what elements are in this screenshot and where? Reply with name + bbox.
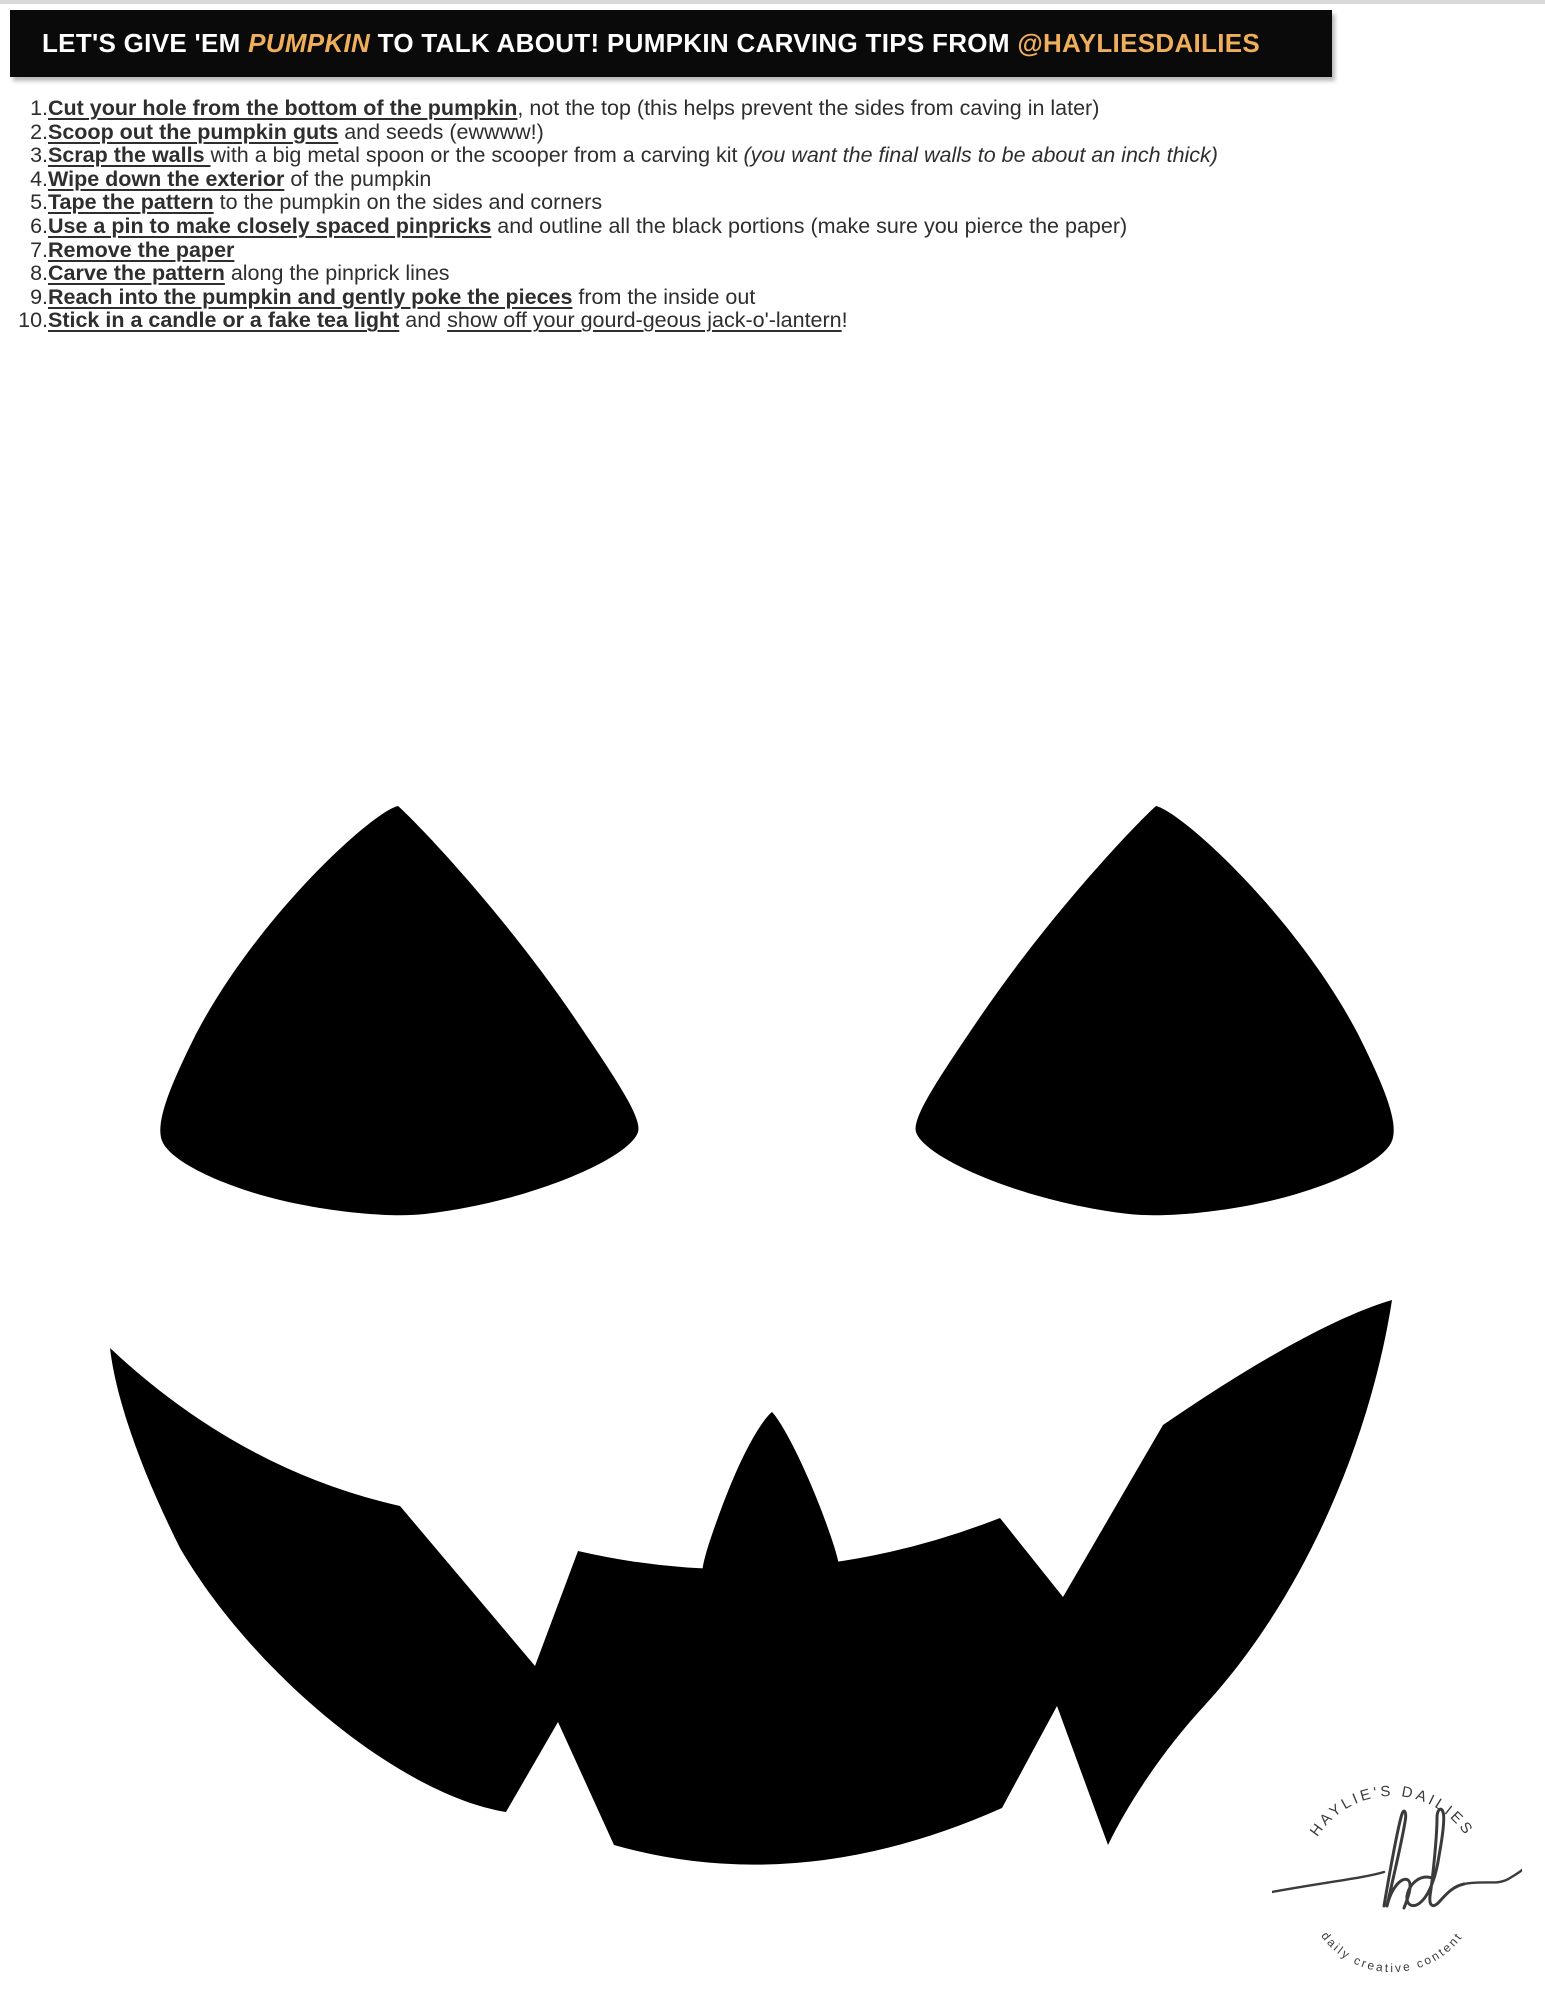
tip-segment: Tape the pattern bbox=[48, 190, 214, 215]
tip-segment: Carve the pattern bbox=[48, 261, 225, 286]
hd-monogram-icon bbox=[1272, 1809, 1522, 1908]
tip-number: 5. bbox=[30, 190, 48, 215]
tip-segment: Stick in a candle or a fake tea light bbox=[48, 308, 400, 333]
banner-segment: PUMPKIN bbox=[248, 28, 371, 58]
tip-number: 9. bbox=[30, 284, 48, 309]
tip-segment: and outline all the black portions (make sure you pierce the paper) bbox=[491, 213, 1128, 238]
mouth-shape bbox=[110, 1300, 1392, 1865]
banner-segment: TO TALK ABOUT! PUMPKIN CARVING TIPS FROM bbox=[370, 28, 1018, 58]
tip-segment: Reach into the pumpkin and gently poke the pieces bbox=[48, 284, 573, 309]
logo-top-label: HAYLIE'S DAILIES bbox=[1306, 1782, 1478, 1840]
tip-segment: show off your gourd-geous jack-o'-lantern bbox=[447, 308, 842, 333]
tip-segment: and seeds (ewwww!) bbox=[338, 119, 544, 144]
right-eye-shape bbox=[916, 806, 1394, 1215]
hayliesdailies-logo bbox=[1272, 1756, 1522, 1986]
tip-segment: Scrap the walls bbox=[48, 143, 211, 168]
tip-number: 4. bbox=[30, 166, 48, 191]
tip-segment: , not the top (this helps prevent the sides from caving in later) bbox=[517, 96, 1100, 120]
tip-segment: of the pumpkin bbox=[284, 166, 432, 191]
tip-number: 8. bbox=[30, 261, 48, 286]
logo-arc-bottom-text bbox=[1318, 1929, 1465, 1975]
tip-number: 1. bbox=[30, 96, 48, 120]
tip-segment: Wipe down the exterior bbox=[48, 166, 285, 191]
tip-segment: to the pumpkin on the sides and corners bbox=[213, 190, 603, 215]
tip-segment: from the inside out bbox=[572, 284, 756, 309]
tip-number: 10. bbox=[18, 308, 48, 333]
banner-segment: LET'S GIVE 'EM bbox=[42, 28, 249, 58]
tip-number: 6. bbox=[30, 213, 48, 238]
tip-segment: along the pinprick lines bbox=[224, 261, 450, 286]
tip-segment: Remove the paper bbox=[48, 237, 235, 262]
tip-segment: Scoop out the pumpkin guts bbox=[48, 119, 339, 144]
tip-segment: and bbox=[399, 308, 448, 333]
banner-segment: @HAYLIESDAILIES bbox=[1017, 28, 1261, 58]
left-eye-shape bbox=[160, 806, 638, 1215]
tip-segment: with a big metal spoon or the scooper from a carving kit bbox=[210, 143, 744, 168]
tip-segment: Cut your hole from the bottom of the pumpkin bbox=[48, 96, 518, 120]
logo-bottom-label: daily creative content bbox=[1318, 1929, 1466, 1976]
tip-number: 7. bbox=[30, 237, 48, 262]
tip-number: 3. bbox=[30, 143, 48, 168]
tip-segment: (you want the final walls to be about an inch thick) bbox=[743, 143, 1218, 168]
tip-segment: Use a pin to make closely spaced pinpricks bbox=[48, 213, 492, 238]
logo-arc-top-text bbox=[1307, 1783, 1478, 1840]
tip-segment: ! bbox=[841, 308, 848, 333]
tip-number: 2. bbox=[30, 119, 48, 144]
